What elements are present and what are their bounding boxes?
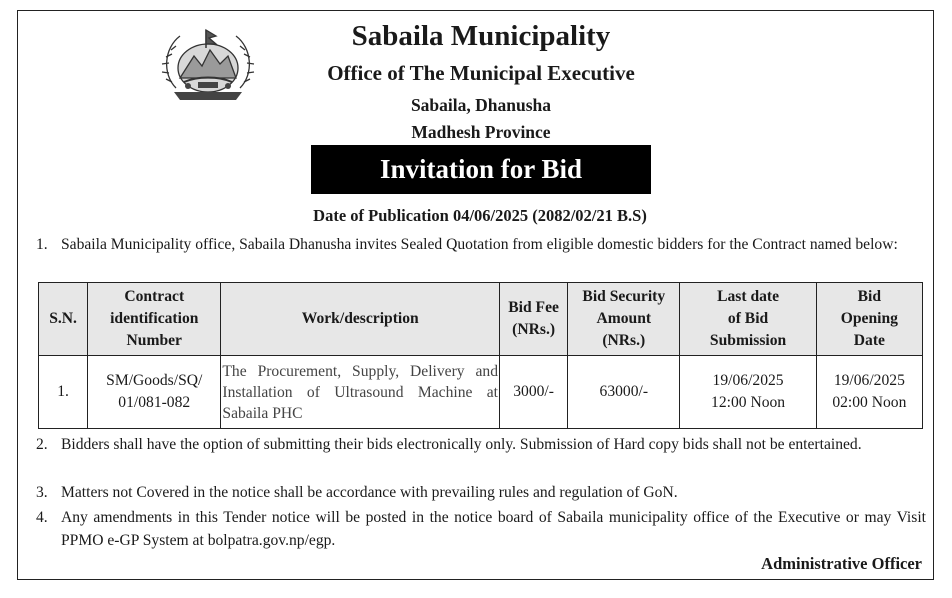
- paragraph-number: 4.: [36, 509, 48, 526]
- cell-contract-id: SM/Goods/SQ/ 01/081-082: [88, 356, 221, 429]
- cell-bid-fee: 3000/-: [500, 356, 568, 429]
- notice-title-banner: [311, 145, 651, 194]
- paragraph-2: [36, 433, 926, 456]
- bid-table: [38, 282, 923, 429]
- col-header-bid-security: Bid Security Amount (NRs.): [568, 283, 680, 356]
- paragraph-3: [36, 481, 926, 504]
- cell-work-description: The Procurement, Supply, Delivery and Installation of Ultrasound Machine at Sabaila PHC: [221, 356, 500, 429]
- paragraph-number: 2.: [36, 436, 48, 453]
- cell-bid-security: 63000/-: [568, 356, 680, 429]
- paragraph-number: 3.: [36, 484, 48, 501]
- notice-title: Invitation for Bid: [379, 154, 583, 184]
- province: Madhesh Province: [411, 122, 551, 142]
- col-header-last-date: Last date of Bid Submission: [680, 283, 816, 356]
- col-header-opening-date: Bid Opening Date: [816, 283, 922, 356]
- location: Sabaila, Dhanusha: [410, 95, 552, 115]
- paragraph-text: Any amendments in this Tender notice will be posted in the notice board of Sabaila municipality office of the Executive or may Visit PPMO e-GP System at bolpatra.gov.np/egp.: [61, 509, 926, 549]
- municipality-name: Sabaila Municipality: [351, 20, 611, 52]
- publication-date: Date of Publication 04/06/2025 (2082/02/21 B.S): [313, 206, 647, 225]
- paragraph-text: Matters not Covered in the notice shall be accordance with prevailing rules and regulation of GoN.: [61, 484, 678, 501]
- col-header-bid-fee: Bid Fee (NRs.): [500, 283, 568, 356]
- table-header-row: [39, 283, 923, 356]
- signature: Administrative Officer: [761, 554, 922, 573]
- col-header-contract: Contract identification Number: [88, 283, 221, 356]
- cell-last-date: 19/06/2025 12:00 Noon: [680, 356, 816, 429]
- cell-sn: 1.: [39, 356, 88, 429]
- table-row: [39, 356, 923, 429]
- cell-opening-date: 19/06/2025 02:00 Noon: [816, 356, 922, 429]
- paragraph-1: [36, 233, 926, 256]
- col-header-work: Work/description: [221, 283, 500, 356]
- paragraph-text: Bidders shall have the option of submitting their bids electronically only. Submission of Hard copy bids shall not be entertained.: [61, 436, 862, 453]
- paragraph-text: Sabaila Municipality office, Sabaila Dhanusha invites Sealed Quotation from eligible domestic bidders for the Contract named below:: [61, 236, 898, 253]
- office-name: Office of The Municipal Executive: [327, 61, 635, 85]
- col-header-sn: S.N.: [39, 283, 88, 356]
- paragraph-4: [36, 506, 926, 552]
- paragraph-number: 1.: [36, 236, 48, 253]
